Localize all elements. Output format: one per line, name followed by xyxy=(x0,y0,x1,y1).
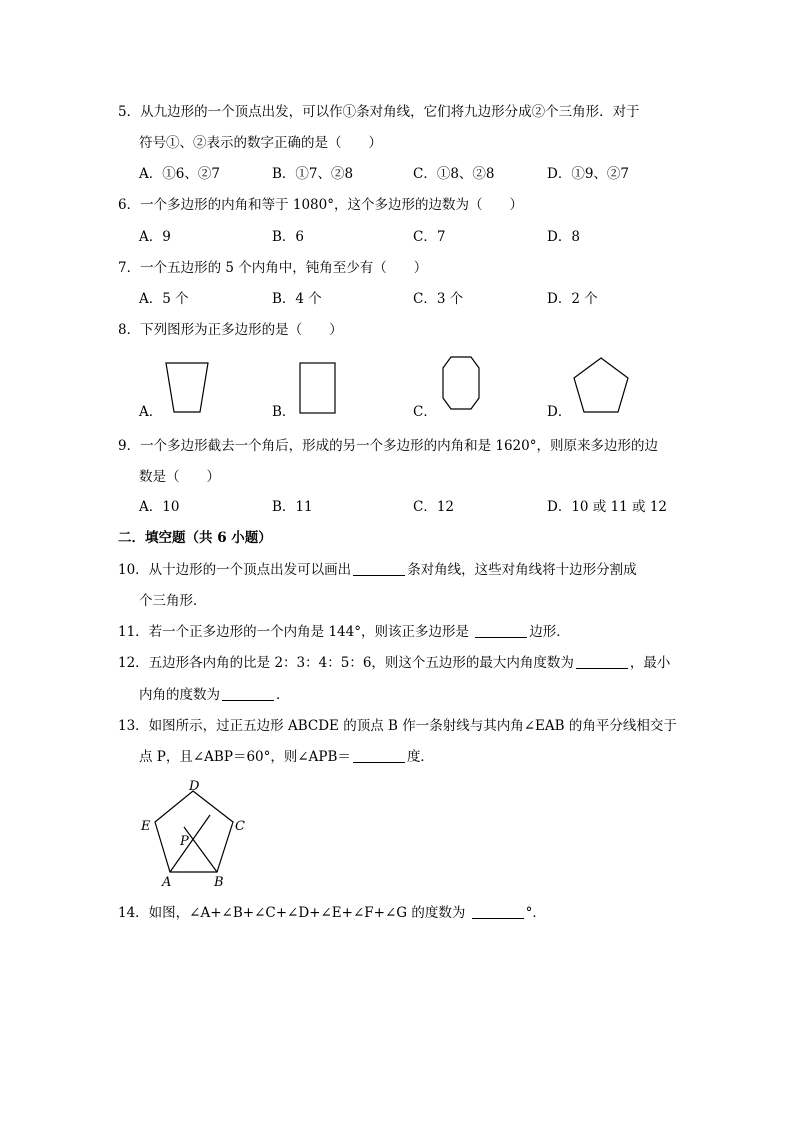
bisector-line xyxy=(170,815,210,872)
q9-option-d: D．10 或 11 或 12 xyxy=(547,499,668,515)
q12-blank-min xyxy=(222,686,274,701)
q12-text-post: ，最小 xyxy=(629,655,671,671)
q6-option-c: C．7 xyxy=(413,229,446,245)
q5-option-a: A．①6、②7 xyxy=(139,166,220,182)
q13-line2-post: 度． xyxy=(406,749,434,765)
q13-line1: 13．如图所示，过正五边形 ABCDE 的顶点 B 作一条射线与其内角∠EAB 的角平分线相交于 xyxy=(118,718,677,734)
q11-text-pre: 11．若一个正多边形的一个内角是 144°，则该正多边形是 xyxy=(118,624,474,640)
q5-option-c: C．①8、②8 xyxy=(413,166,495,182)
q9-option-a: A．10 xyxy=(139,499,180,515)
q12-line2-pre: 内角的度数为 xyxy=(139,687,220,703)
q13-line2 xyxy=(139,747,434,767)
q5-option-b: B．①7、②8 xyxy=(272,166,354,182)
q12-line1 xyxy=(118,653,670,673)
q7-option-c: C．3 个 xyxy=(413,291,464,307)
label-a: A xyxy=(162,875,172,890)
q8-option-c: C． xyxy=(413,404,437,420)
q13-pentagon-diagram xyxy=(130,778,260,890)
label-d: D xyxy=(189,779,200,794)
q14-line1 xyxy=(118,903,546,923)
q12-text-pre: 12．五边形各内角的比是 2：3：4：5：6，则这个五边形的最大内角度数为 xyxy=(118,655,574,671)
q6-option-d: D．8 xyxy=(547,229,580,245)
q6-line1: 6．一个多边形的内角和等于 1080°，这个多边形的边数为（ ） xyxy=(118,197,523,213)
q9-line2: 数是（ ） xyxy=(139,469,220,485)
q13-blank xyxy=(353,748,405,763)
section-heading: 二．填空题（共 6 小题） xyxy=(118,530,272,546)
q6-option-b: B．6 xyxy=(272,229,305,245)
q8-option-a: A． xyxy=(139,404,163,420)
q8-line1: 8．下列图形为正多边形的是（ ） xyxy=(118,322,343,338)
q5-line2: 符号①、②表示的数字正确的是（ ） xyxy=(139,135,382,151)
q12-line2-post: ． xyxy=(276,687,290,703)
q13-line2-pre: 点 P，且∠ABP＝60°，则∠APB＝ xyxy=(139,749,351,765)
q10-text-post: 条对角线，这些对角线将十边形分割成 xyxy=(407,562,637,578)
q14-text-pre: 14．如图，∠A+∠B+∠C+∠D+∠E+∠F+∠G 的度数为 xyxy=(118,905,470,921)
q8-option-b: B． xyxy=(272,404,296,420)
q6-option-a: A．9 xyxy=(139,229,171,245)
q9-line1: 9．一个多边形截去一个角后，形成的另一个多边形的内角和是 1620°，则原来多边形的边 xyxy=(118,438,658,454)
q8-option-d: D． xyxy=(547,404,572,420)
q7-line1: 7．一个五边形的 5 个内角中，钝角至少有（ ） xyxy=(118,260,428,276)
label-e: E xyxy=(141,819,151,834)
q9-option-b: B．11 xyxy=(272,499,313,515)
q12-line2 xyxy=(139,685,290,705)
q11-text-post: 边形． xyxy=(529,624,570,640)
q10-line2: 个三角形． xyxy=(139,593,207,609)
q5-line1: 5．从九边形的一个顶点出发，可以作①条对角线，它们将九边形分成②个三角形．对于 xyxy=(118,104,640,120)
q8-trapezoid-figure xyxy=(162,360,212,416)
q14-blank xyxy=(472,904,524,919)
q8-pentagon-figure xyxy=(570,354,634,416)
q11-line1 xyxy=(118,622,570,642)
q14-text-post: °． xyxy=(525,905,546,921)
q10-line1 xyxy=(118,560,637,580)
ray-from-b xyxy=(184,827,217,872)
label-p: P xyxy=(180,834,189,849)
q12-blank-max xyxy=(576,654,628,669)
q8-rectangle-figure xyxy=(297,360,339,416)
q10-text-pre: 10．从十边形的一个顶点出发可以画出 xyxy=(118,562,352,578)
q7-option-d: D．2 个 xyxy=(547,291,598,307)
q11-blank xyxy=(475,623,527,638)
q7-option-b: B．4 个 xyxy=(272,291,322,307)
pentagon-abcde xyxy=(155,791,233,872)
q8-octagon-figure xyxy=(438,354,484,412)
label-c: C xyxy=(235,819,245,834)
q7-option-a: A．5 个 xyxy=(139,291,189,307)
q9-option-c: C．12 xyxy=(413,499,455,515)
q5-option-d: D．①9、②7 xyxy=(547,166,630,182)
q10-blank-1 xyxy=(353,561,405,576)
label-b: B xyxy=(214,875,224,890)
